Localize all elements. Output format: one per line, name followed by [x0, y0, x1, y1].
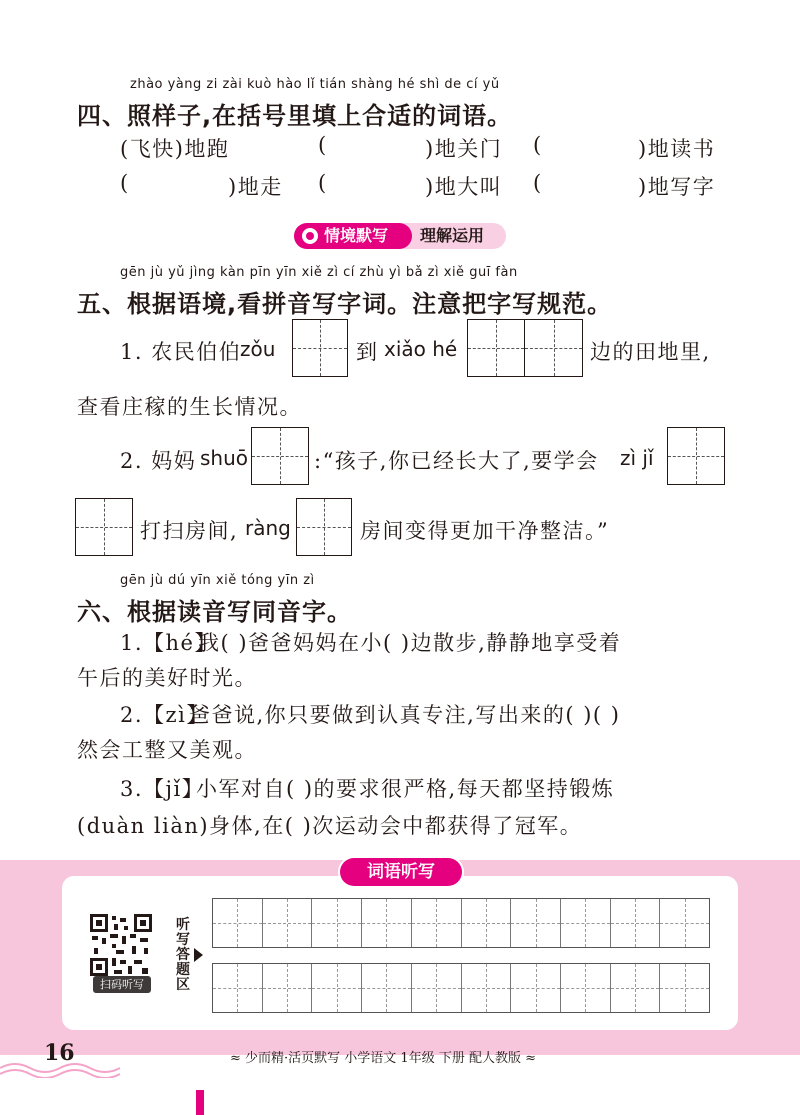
page-number: 16 — [44, 1040, 75, 1066]
q6-1-label: 1.【hé】 — [120, 631, 217, 655]
dictation-row-2[interactable] — [212, 963, 710, 1013]
answer-area-label: 听写答题区 — [176, 917, 190, 993]
section6-pinyin: gēn jù dú yīn xiě tóng yīn zì — [120, 573, 315, 588]
section6-title: 六、根据读音写同音字。 — [77, 598, 352, 626]
section4-blank-open[interactable]: ( — [533, 171, 543, 195]
writing-box[interactable] — [251, 427, 309, 485]
q5-1-text-c: 边的田地里, — [590, 340, 711, 364]
bottom-accent-bar — [196, 1090, 204, 1115]
q5-2-text-c: 打扫房间, — [140, 519, 239, 543]
q5-1-text-a: 1. 农民伯伯 — [120, 340, 242, 364]
banner-right-label: 理解运用 — [420, 226, 485, 245]
q5-2-pinyin-3: ràng — [245, 516, 291, 540]
q5-2-pinyin-2: zì jǐ — [620, 446, 654, 470]
q6-3-text: 小军对自( )的要求很严格,每天都坚持锻炼 — [196, 777, 615, 801]
writing-box[interactable] — [524, 319, 583, 377]
qr-code-icon[interactable] — [90, 914, 152, 976]
writing-box[interactable] — [667, 427, 725, 485]
q5-2-text-a: 2. 妈妈 — [120, 449, 197, 473]
section4-blank-open[interactable]: ( — [120, 171, 130, 195]
q6-1-continuation: 午后的美好时光。 — [77, 666, 257, 690]
dictation-row-1[interactable] — [212, 898, 710, 948]
q6-2-text: 爸爸说,你只要做到认真专注,写出来的( )( ) — [189, 703, 621, 727]
q5-2-text-b: :“孩子,你已经长大了,要学会 — [314, 449, 599, 473]
q5-1-pinyin-2: xiǎo hé — [384, 337, 458, 361]
qr-label: 扫码听写 — [100, 978, 144, 991]
section5-pinyin: gēn jù yǔ jìng kàn pīn yīn xiě zì cí zhù yì bǎ zì xiě guī fàn — [120, 265, 518, 280]
q6-3-continuation: (duàn liàn)身体,在( )次运动会中都获得了冠军。 — [77, 814, 583, 838]
section4-item-3: )地读书 — [638, 137, 716, 161]
writing-box[interactable] — [296, 498, 352, 556]
q6-2-continuation: 然会工整又美观。 — [77, 738, 257, 762]
writing-box[interactable] — [75, 498, 133, 556]
qr-label-badge — [93, 976, 151, 993]
q5-1-pinyin-1: zǒu — [240, 337, 276, 361]
banner-left-label: 情境默写 — [324, 226, 389, 245]
section4-pinyin: zhào yàng zi zài kuò hào lǐ tián shàng hé shì de cí yǔ — [130, 77, 500, 92]
section4-title: 四、照样子,在括号里填上合适的词语。 — [77, 102, 513, 130]
section4-item-5: )地大叫 — [425, 175, 503, 199]
q5-2-pinyin-1: shuō — [200, 446, 249, 470]
section5-title: 五、根据语境,看拼音写字词。注意把字写规范。 — [77, 290, 613, 318]
q5-2-text-d: 房间变得更加干净整洁。” — [360, 519, 610, 543]
dictation-title: 词语听写 — [367, 862, 435, 882]
arrow-right-icon — [194, 948, 203, 962]
q6-2-label: 2.【zì】 — [120, 703, 209, 727]
section4-blank-open[interactable]: ( — [318, 133, 328, 157]
section4-blank-open[interactable]: ( — [533, 133, 543, 157]
q5-1-text-b: 到 — [356, 340, 379, 364]
section4-item-4: )地走 — [228, 175, 283, 199]
banner — [294, 223, 506, 249]
medal-icon — [302, 228, 318, 244]
footer-text: ≈ 少而精·活页默写 小学语文 1年级 下册 配人教版 ≈ — [230, 1051, 536, 1066]
writing-box[interactable] — [292, 319, 348, 377]
q5-1-text-d: 查看庄稼的生长情况。 — [77, 395, 302, 419]
dictation-title-badge — [340, 858, 462, 886]
q6-3-label: 3.【jǐ】 — [120, 777, 205, 801]
section4-item-6: )地写字 — [638, 175, 716, 199]
section4-item-1: (飞快)地跑 — [120, 137, 230, 161]
writing-box[interactable] — [467, 319, 525, 377]
q6-1-text: 我( )爸爸妈妈在小( )边散步,静静地享受着 — [198, 631, 622, 655]
section4-item-2: )地关门 — [425, 137, 503, 161]
section4-blank-open[interactable]: ( — [318, 171, 328, 195]
